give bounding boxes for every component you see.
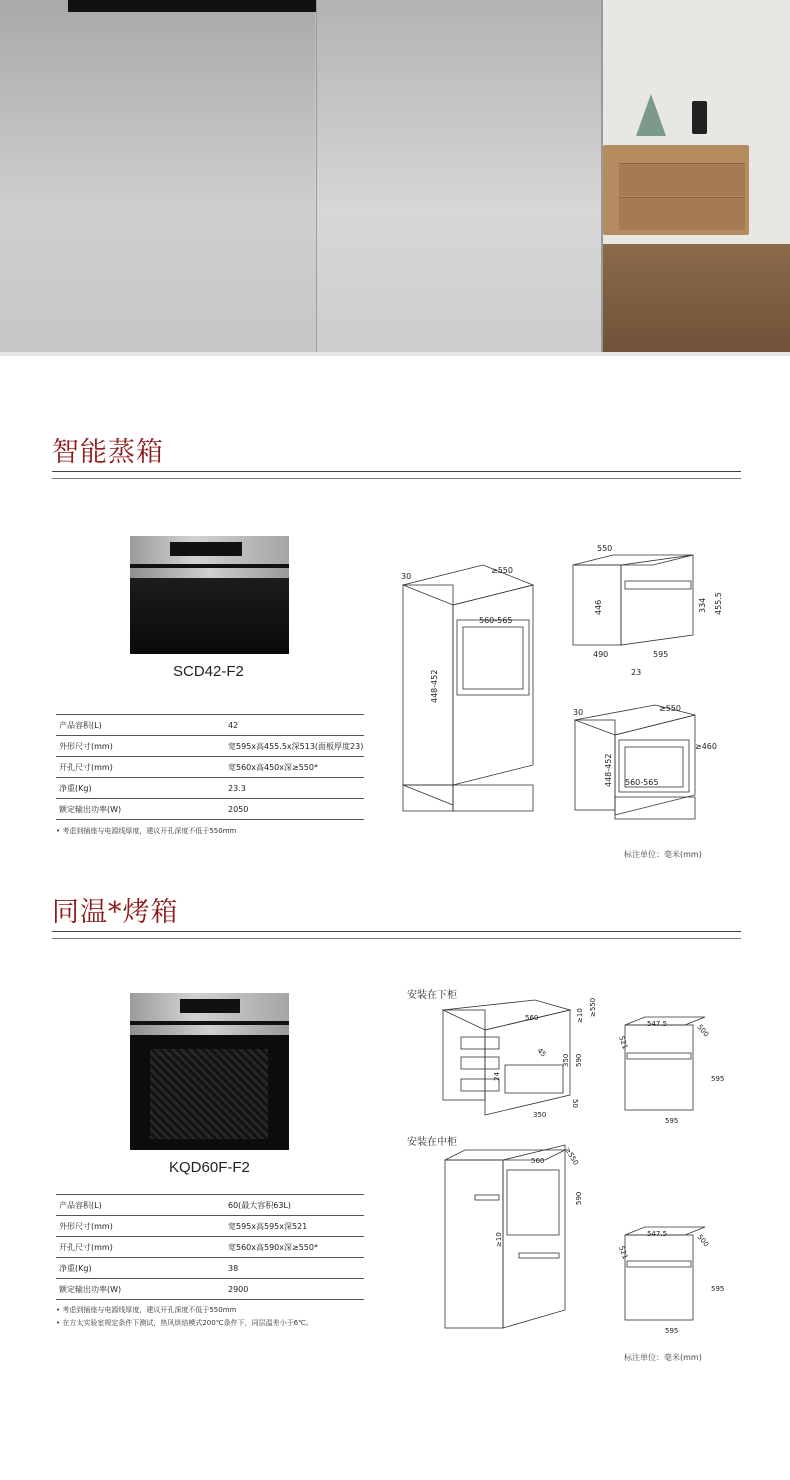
dim-label: 595 bbox=[653, 650, 669, 659]
spec-value: 宽560x高590x深≥550* bbox=[225, 1237, 364, 1258]
spec-label: 额定输出功率(W) bbox=[56, 1279, 225, 1300]
section-rule bbox=[52, 471, 741, 472]
section-rule bbox=[52, 478, 741, 479]
spec-value: 60(最大容积63L) bbox=[225, 1195, 364, 1216]
lower-cabinet-drawing bbox=[443, 1000, 570, 1115]
dim-label: ≥550 bbox=[659, 704, 681, 713]
hero-image bbox=[0, 0, 790, 356]
spec-label: 额定输出功率(W) bbox=[56, 799, 225, 820]
spec-label: 开孔尺寸(mm) bbox=[56, 757, 225, 778]
dim-label: 560-565 bbox=[625, 778, 659, 787]
table-row bbox=[56, 736, 364, 757]
model-name: SCD42-F2 bbox=[173, 663, 244, 680]
built-in-appliance-edge bbox=[68, 0, 316, 12]
wood-floor bbox=[603, 244, 790, 356]
unit-label: 标注单位：毫米(mm) bbox=[624, 850, 702, 859]
dim-label: 500 bbox=[695, 1023, 711, 1039]
steamer-product-drawing bbox=[573, 555, 693, 645]
dim-label: 595 bbox=[665, 1117, 679, 1125]
dim-label: 521 bbox=[617, 1244, 630, 1261]
table-row bbox=[56, 1279, 364, 1300]
dim-label: 550 bbox=[597, 544, 613, 553]
dim-label: 590 bbox=[575, 1191, 583, 1205]
dim-label: 547.5 bbox=[647, 1230, 668, 1238]
dim-label: 448-452 bbox=[604, 753, 613, 787]
tv-cabinet bbox=[603, 145, 749, 235]
table-row bbox=[56, 1258, 364, 1279]
table-row bbox=[56, 715, 364, 736]
install-lower-label: 安装在下柜 bbox=[407, 990, 457, 1001]
oven-drawing-top bbox=[625, 1017, 705, 1110]
dim-label: ≥550 bbox=[491, 566, 513, 575]
spec-label: 外形尺寸(mm) bbox=[56, 1216, 225, 1237]
middle-cabinet-drawing bbox=[445, 1145, 565, 1328]
spec-value: 2050 bbox=[225, 799, 364, 820]
door-pattern bbox=[150, 1049, 268, 1139]
dim-label: ≥10 bbox=[495, 1232, 503, 1247]
section-rule bbox=[52, 931, 741, 932]
door-handle bbox=[130, 1025, 289, 1035]
spec-label: 外形尺寸(mm) bbox=[56, 736, 225, 757]
dim-label: 547.5 bbox=[647, 1020, 668, 1028]
footnote: • 考虑到插座与电源线厚度，建议开孔深度不低于550mm bbox=[56, 827, 237, 835]
table-row bbox=[56, 799, 364, 820]
section-title-oven: 同温*烤箱 bbox=[52, 897, 179, 928]
dim-label: 595 bbox=[711, 1285, 725, 1293]
glass-door bbox=[130, 1035, 289, 1150]
spec-label: 产品容积(L) bbox=[56, 715, 225, 736]
table-row bbox=[56, 1237, 364, 1258]
hero-bottom-strip bbox=[0, 352, 790, 356]
footnote: • 在方太实验室规定条件下测试，热风烘焙模式200℃条件下，同层温差小于6℃。 bbox=[56, 1319, 313, 1327]
cabinet-door-left bbox=[0, 0, 315, 356]
table-row bbox=[56, 1216, 364, 1237]
section-title-steamer: 智能蒸箱 bbox=[52, 437, 164, 468]
oven-install-diagram bbox=[435, 995, 735, 1340]
steamer-product-image bbox=[130, 536, 289, 654]
dim-label: 24 bbox=[493, 1072, 501, 1081]
dim-label: 350 bbox=[533, 1111, 547, 1119]
table-row bbox=[56, 778, 364, 799]
spec-value: 宽560x高450x深≥550* bbox=[225, 757, 364, 778]
spec-value: 2900 bbox=[225, 1279, 364, 1300]
spec-value: 宽595x高455.5x深513(面板厚度23) bbox=[225, 736, 364, 757]
spec-label: 净重(Kg) bbox=[56, 1258, 225, 1279]
decor-tree bbox=[636, 94, 666, 136]
dim-label: 560-565 bbox=[479, 616, 513, 625]
dim-label: 560 bbox=[525, 1014, 539, 1022]
dim-label: 30 bbox=[573, 708, 584, 717]
low-cabinet-drawing bbox=[575, 705, 695, 819]
door-handle bbox=[130, 568, 289, 578]
spec-table-steamer bbox=[56, 714, 364, 820]
dim-label: 50 bbox=[571, 1099, 579, 1108]
spec-label: 净重(Kg) bbox=[56, 778, 225, 799]
dim-label: ≥550 bbox=[563, 1146, 580, 1167]
drawer bbox=[619, 197, 745, 230]
install-middle-label: 安装在中柜 bbox=[407, 1137, 457, 1148]
oven-product-image bbox=[130, 993, 289, 1150]
display-window bbox=[170, 542, 242, 556]
dim-label: 23 bbox=[631, 668, 642, 677]
spec-value: 38 bbox=[225, 1258, 364, 1279]
dim-label: 30 bbox=[401, 572, 412, 581]
spec-table-oven bbox=[56, 1194, 364, 1300]
steamer-install-diagram bbox=[395, 535, 725, 835]
dim-label: 350 bbox=[562, 1053, 570, 1067]
display-window bbox=[180, 999, 240, 1013]
dim-label: 595 bbox=[665, 1327, 679, 1335]
footnote: • 考虑到插座与电源线厚度，建议开孔深度不低于550mm bbox=[56, 1306, 237, 1314]
dim-label: 446 bbox=[594, 599, 603, 615]
dim-label: ≥550 bbox=[589, 997, 597, 1017]
dim-label: 590 bbox=[575, 1053, 583, 1067]
dim-label: 45 bbox=[535, 1046, 548, 1059]
dim-label: 500 bbox=[695, 1233, 711, 1249]
table-row bbox=[56, 757, 364, 778]
table-row bbox=[56, 1195, 364, 1216]
dim-label: 448-452 bbox=[430, 669, 439, 703]
section-rule bbox=[52, 938, 741, 939]
dim-label: 334 bbox=[698, 597, 707, 613]
spec-value: 23.3 bbox=[225, 778, 364, 799]
spec-value: 宽595x高595x深521 bbox=[225, 1216, 364, 1237]
glass-door bbox=[130, 578, 289, 654]
spec-value: 42 bbox=[225, 715, 364, 736]
unit-label: 标注单位：毫米(mm) bbox=[624, 1353, 702, 1362]
cabinet-door-right bbox=[316, 0, 601, 356]
dim-label: ≥460 bbox=[695, 742, 717, 751]
spec-label: 开孔尺寸(mm) bbox=[56, 1237, 225, 1258]
model-name: KQD60F-F2 bbox=[169, 1159, 250, 1176]
dim-label: 490 bbox=[593, 650, 609, 659]
dim-label: 521 bbox=[617, 1034, 630, 1051]
dim-label: 595 bbox=[711, 1075, 725, 1083]
dim-label: ≥10 bbox=[576, 1008, 584, 1023]
speaker bbox=[692, 101, 707, 134]
drawer bbox=[619, 163, 745, 196]
dim-label: 560 bbox=[531, 1157, 545, 1165]
spec-label: 产品容积(L) bbox=[56, 1195, 225, 1216]
tall-cabinet-drawing bbox=[403, 565, 533, 811]
dim-label: 455.5 bbox=[714, 592, 723, 615]
oven-drawing-bottom bbox=[625, 1227, 705, 1320]
